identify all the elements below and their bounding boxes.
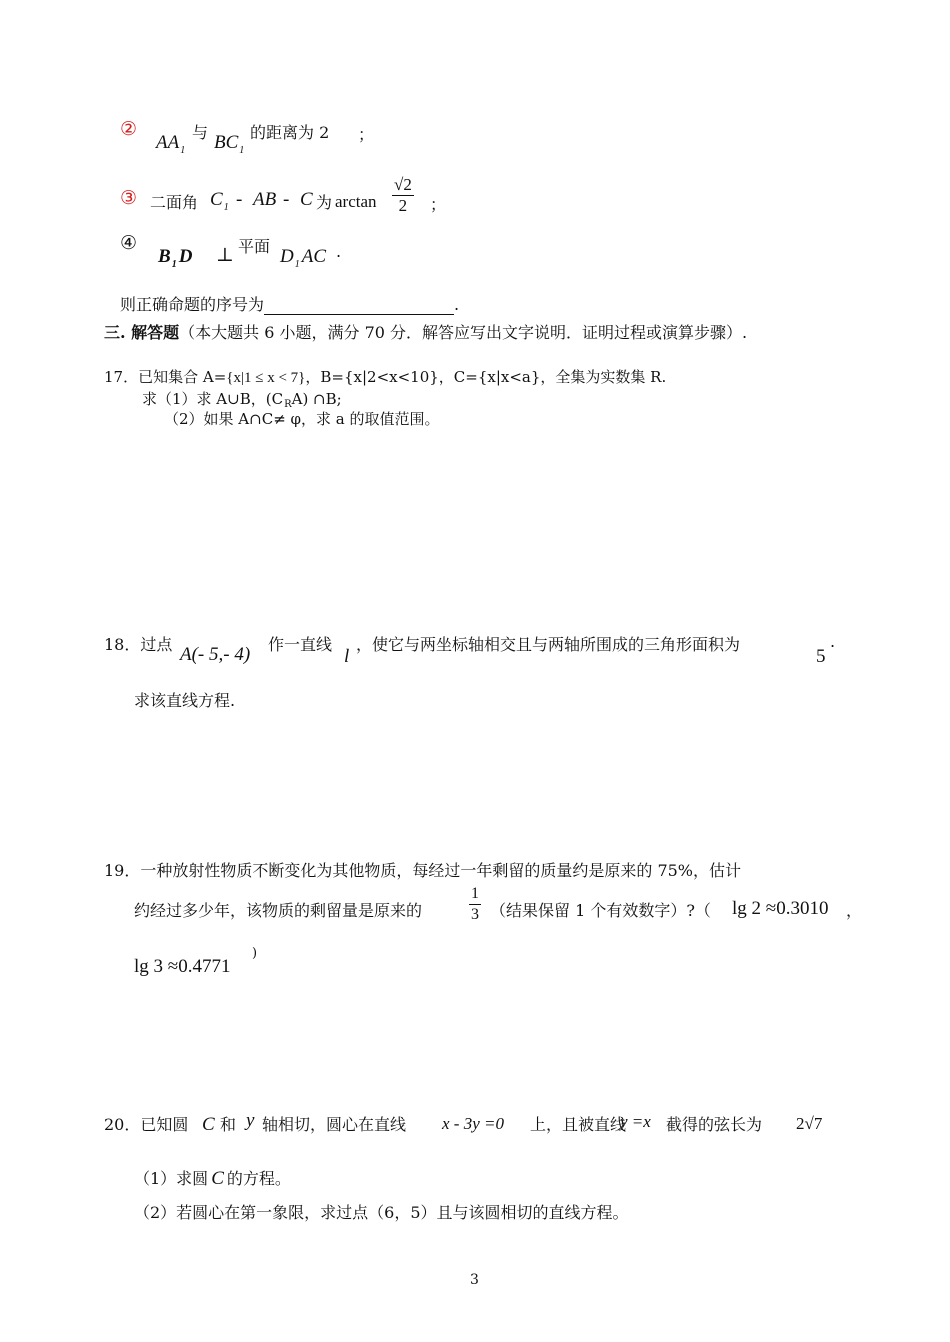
q17-line3: （2）如果 A∩C≠ φ，求 a 的取值范围。 bbox=[164, 410, 440, 428]
q19-line2c: ， bbox=[846, 901, 863, 920]
item-2-end: ； bbox=[358, 125, 375, 144]
answer-blank[interactable] bbox=[264, 298, 454, 315]
item-2-connector: 与 bbox=[192, 123, 209, 142]
item-2-line-b: $BC_1$ bbox=[214, 132, 245, 156]
q17-line2: 求（1）求 A∪B，$(C_RA)$ ∩B; bbox=[142, 390, 342, 410]
item-3-marker: ③ bbox=[120, 187, 138, 209]
item-3-frac-den: 2 bbox=[398, 196, 408, 215]
item-3-fraction bbox=[392, 175, 414, 216]
item-2-line-a: $AA_1$ bbox=[156, 132, 186, 156]
question-20 bbox=[104, 1108, 864, 1228]
q20-eq1: x - 3y =0 bbox=[442, 1114, 504, 1133]
item-3-c: $C_1$ bbox=[210, 189, 229, 213]
item-3-prefix: 二面角 bbox=[150, 193, 199, 212]
q18-line2: 求该直线方程. bbox=[134, 691, 236, 710]
q18-l: l bbox=[344, 646, 350, 667]
q18-prefix: 18．过点 bbox=[104, 635, 173, 654]
item-3-ab: AB bbox=[253, 189, 277, 210]
page-number: 3 bbox=[470, 1272, 479, 1288]
q19-line3-end: ) bbox=[252, 946, 258, 961]
q20-sub1-c: C bbox=[211, 1168, 224, 1189]
q19-frac-den: 3 bbox=[471, 906, 479, 923]
item-4 bbox=[120, 232, 370, 272]
q20-prefix: 20．已知圆 bbox=[104, 1115, 189, 1134]
q20-sub1: （1）求圆 C 的方程。 bbox=[134, 1168, 291, 1189]
q20-and: 和 bbox=[220, 1115, 237, 1134]
item-3-end: ； bbox=[430, 195, 447, 214]
q19-lg2: lg 2 ≈0.3010 bbox=[732, 898, 829, 919]
q19-line2a: 约经过多少年，该物质的剩留量是原来的 bbox=[134, 901, 423, 920]
item-3-dash1: - bbox=[236, 189, 243, 210]
item-3-frac-num: √2 bbox=[394, 175, 412, 194]
item-2-text: 的距离为 2 bbox=[250, 123, 330, 142]
q19-lg3: lg 3 ≈0.4771 bbox=[134, 956, 231, 977]
item-4-perp: ⊥ bbox=[216, 245, 234, 266]
q20-c: C bbox=[202, 1114, 215, 1135]
item-3 bbox=[120, 175, 460, 231]
question-17 bbox=[104, 366, 864, 436]
q18-point: A(- 5,- 4) bbox=[180, 644, 251, 665]
q17-line1: 17．已知集合 A={x|1 ≤ x < 7}，B={x|2<x<10}，C={x|x<a}，全集为实数集 R. bbox=[104, 368, 667, 386]
item-4-b1d: $B_1$ D bbox=[158, 246, 193, 270]
answer-prompt-text: 则正确命题的序号为 bbox=[120, 295, 265, 314]
q20-text2: 上，且被直线 bbox=[530, 1115, 627, 1134]
q19-fraction bbox=[469, 884, 481, 925]
item-4-marker: ④ bbox=[120, 232, 138, 254]
item-3-c2: C bbox=[300, 189, 313, 210]
question-18 bbox=[104, 628, 844, 718]
q17-set-a: {x|1 ≤ x < 7} bbox=[226, 370, 306, 386]
answer-end: . bbox=[454, 295, 460, 314]
question-19 bbox=[104, 858, 864, 988]
item-4-plane: 平面 bbox=[238, 237, 271, 256]
q18-five: 5 bbox=[816, 646, 826, 667]
q18-mid: 作一直线 bbox=[268, 635, 333, 654]
q19-line2b: （结果保留 1 个有效数字）?（ bbox=[490, 901, 711, 920]
q17-set-bc: ，B={x|2<x<10}，C={x|x<a}，全集为实数集 R. bbox=[305, 368, 667, 386]
q20-eq2: y =x bbox=[620, 1112, 651, 1131]
section-3-title: 三. 解答题 bbox=[104, 323, 180, 342]
q19-frac-num: 1 bbox=[469, 884, 481, 905]
section-3-heading bbox=[104, 320, 747, 343]
item-3-mid: 为 bbox=[316, 193, 333, 212]
q18-end: . bbox=[830, 632, 836, 651]
q20-y: y bbox=[246, 1110, 255, 1131]
section-3-note: （本大题共 6 小题，满分 70 分．解答应写出文字说明．证明过程或演算步骤）. bbox=[179, 323, 748, 342]
item-2-marker: ② bbox=[120, 118, 138, 140]
answer-prompt bbox=[120, 292, 459, 315]
item-3-dash2: - bbox=[283, 189, 290, 210]
q19-line1: 19．一种放射性物质不断变化为其他物质，每经过一年剩留的质量约是原来的 75%，估计 bbox=[104, 861, 742, 880]
q18-text: ，使它与两坐标轴相交且与两轴所围成的三角形面积为 bbox=[356, 635, 741, 654]
q20-text1: 轴相切，圆心在直线 bbox=[262, 1115, 407, 1134]
q20-text3: 截得的弦长为 bbox=[666, 1115, 763, 1134]
item-4-d1ac: $D_1$ AC bbox=[280, 246, 327, 270]
item-2 bbox=[120, 118, 400, 158]
item-3-arctan: arctan bbox=[335, 192, 377, 211]
q20-len: 2√7 bbox=[796, 1114, 823, 1133]
item-4-end: . bbox=[336, 242, 342, 261]
q20-sub2: （2）若圆心在第一象限，求过点（6，5）且与该圆相切的直线方程。 bbox=[134, 1203, 629, 1222]
